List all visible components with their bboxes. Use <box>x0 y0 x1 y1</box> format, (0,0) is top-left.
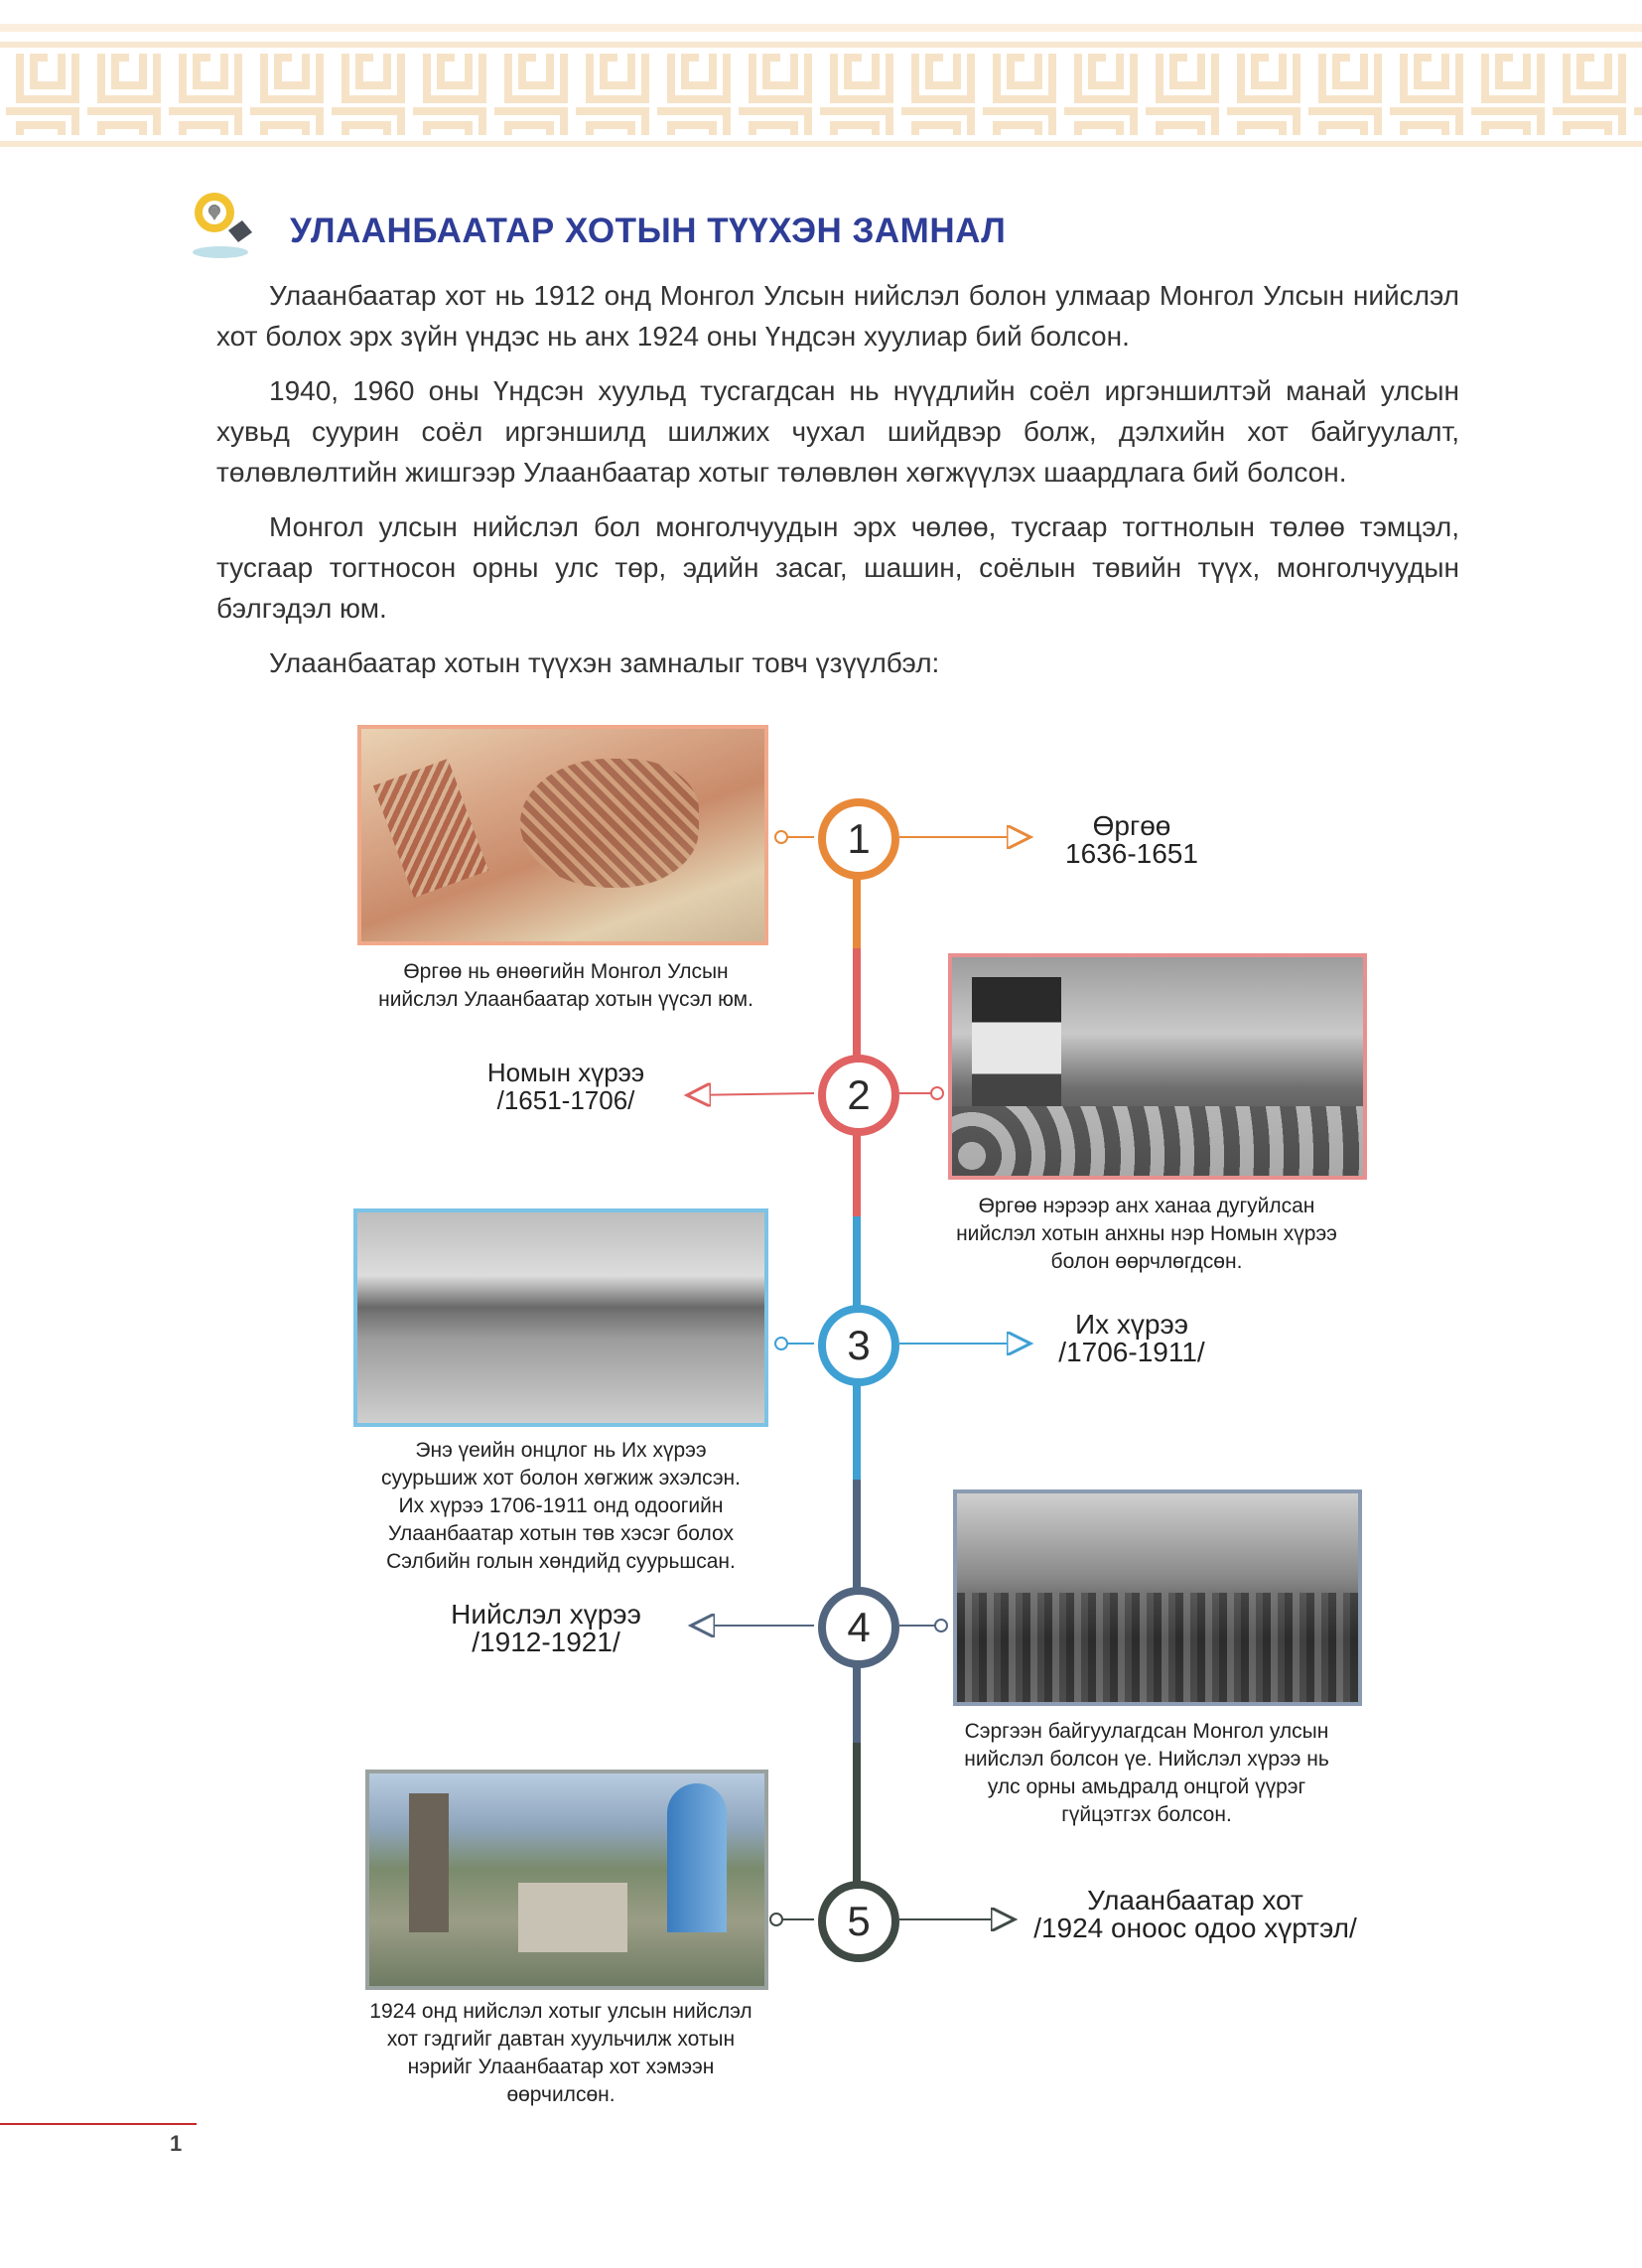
caption-line: суурьшиж хот болон хөгжиж эхэлсэн. <box>381 1467 741 1489</box>
timeline-node-1: 1 <box>818 798 899 880</box>
photo-urguu-map <box>357 725 768 945</box>
caption-line: Өргөө нэрээр анх ханаа дугуйлсан <box>978 1195 1315 1217</box>
paragraph-intro: Улаанбаатар хот нь 1912 онд Монгол Улсын нийслэл болон улмаар Монгол Улсын нийслэл хот болох эрх зүйн үндэс нь анх 1924 оны Үндсэн хуулиар бий болсон. <box>216 280 1459 352</box>
era-label-3 <box>1023 1311 1241 1366</box>
era-name: Номын хүрээ <box>486 1058 645 1087</box>
era-years: /1651-1706/ <box>496 1085 635 1115</box>
caption-line: болон өөрчлөгдсөн. <box>1050 1250 1243 1273</box>
caption-line: Өргөө нь өнөөгийн Монгол Улсын <box>403 960 729 983</box>
timeline-node-4: 4 <box>818 1587 899 1668</box>
photo-nomyn-khuree <box>948 953 1367 1180</box>
caption-line: Сэргээн байгуулагдсан Монгол улсын <box>964 1720 1329 1743</box>
timeline-node-5: 5 <box>818 1881 899 1962</box>
paragraph-capital-symbol: Монгол улсын нийслэл бол монголчуудын эрх чөлөө, тусгаар тогтнолын төлөө тэмцэл, тусгаар тогтносон орны улс төр, эдийн засаг, шашин, соёлын төвийн түүх, монголчуудын бэлгэдэл юм. <box>216 511 1459 624</box>
footer-rule <box>0 2123 197 2125</box>
era-label-2 <box>457 1059 675 1114</box>
paragraph-constitution: 1940, 1960 оны Үндсэн хуульд тусгагдсан нь нүүдлийн соёл иргэншилтэй манай улсын хувьд суурин соёл иргэншилд шилжих чухал шийдвэр болж, дэлхийн хот байгуулалт, төлөвлөлтийн жишгээр Улаанбаатар хотыг төлөвлөн хөгжүүлэх шаардлага бий болсон. <box>216 375 1459 488</box>
era-years: /1706-1911/ <box>1058 1337 1205 1367</box>
era-label-5 <box>1017 1887 1374 1942</box>
caption-line: гүйцэтгэх болсон. <box>1061 1803 1232 1826</box>
caption-line: Энэ үеийн онцлог нь Их хүрээ <box>415 1439 707 1462</box>
timeline-node-3: 3 <box>818 1305 899 1386</box>
era-label-4 <box>417 1601 675 1656</box>
caption-line: нэрийг Улаанбаатар хот хэмээн <box>407 2055 715 2078</box>
caption-line: хот гэдгийг давтан хуульчилж хотын <box>386 2028 736 2051</box>
photo-niislel-khuree <box>953 1489 1362 1706</box>
era-label-1 <box>1032 812 1231 868</box>
photo-ulaanbaatar-city <box>365 1770 768 1990</box>
paragraph-timeline-lead: Улаанбаатар хотын түүхэн замналыг товч үзүүлбэл: <box>269 647 940 678</box>
caption-2 <box>908 1193 1385 1276</box>
caption-line: нийслэл болсон үе. Нийслэл хүрээ нь <box>964 1748 1329 1771</box>
caption-5 <box>333 1998 789 2109</box>
caption-line: Их хүрээ 1706-1911 онд одоогийн <box>398 1494 724 1517</box>
era-name: Нийслэл хүрээ <box>451 1599 641 1630</box>
era-years: /1924 оноос одоо хүртэл/ <box>1033 1913 1357 1943</box>
caption-line: нийслэл Улаанбаатар хотын үүсэл юм. <box>378 988 753 1011</box>
era-name: Улаанбаатар хот <box>1087 1885 1303 1915</box>
era-name: Өргөө <box>1092 810 1171 841</box>
page-title: УЛААНБААТАР ХОТЫН ТҮҮХЭН ЗАМНАЛ <box>290 212 1007 250</box>
caption-line: 1924 онд нийслэл хотыг улсын нийслэл <box>369 2000 753 2023</box>
era-name: Их хүрээ <box>1074 1309 1189 1340</box>
timeline-node-2: 2 <box>818 1055 899 1136</box>
page-number: 1 <box>170 2131 183 2156</box>
photo-ikh-khuree <box>353 1208 768 1427</box>
era-years: 1636-1651 <box>1065 838 1198 869</box>
caption-line: өөрчилсөн. <box>506 2083 616 2106</box>
caption-3 <box>333 1437 789 1576</box>
caption-4 <box>908 1718 1385 1829</box>
caption-line: Улаанбаатар хотын төв хэсэг болох <box>388 1522 734 1545</box>
caption-line: Сэлбийн голын хөндийд суурьшсан. <box>386 1550 736 1573</box>
caption-line: нийслэл хотын анхны нэр Номын хүрээ <box>956 1222 1337 1245</box>
caption-1 <box>338 958 794 1014</box>
caption-line: улс орны амьдралд онцгой үүрэг <box>987 1775 1306 1798</box>
era-years: /1912-1921/ <box>472 1627 620 1657</box>
